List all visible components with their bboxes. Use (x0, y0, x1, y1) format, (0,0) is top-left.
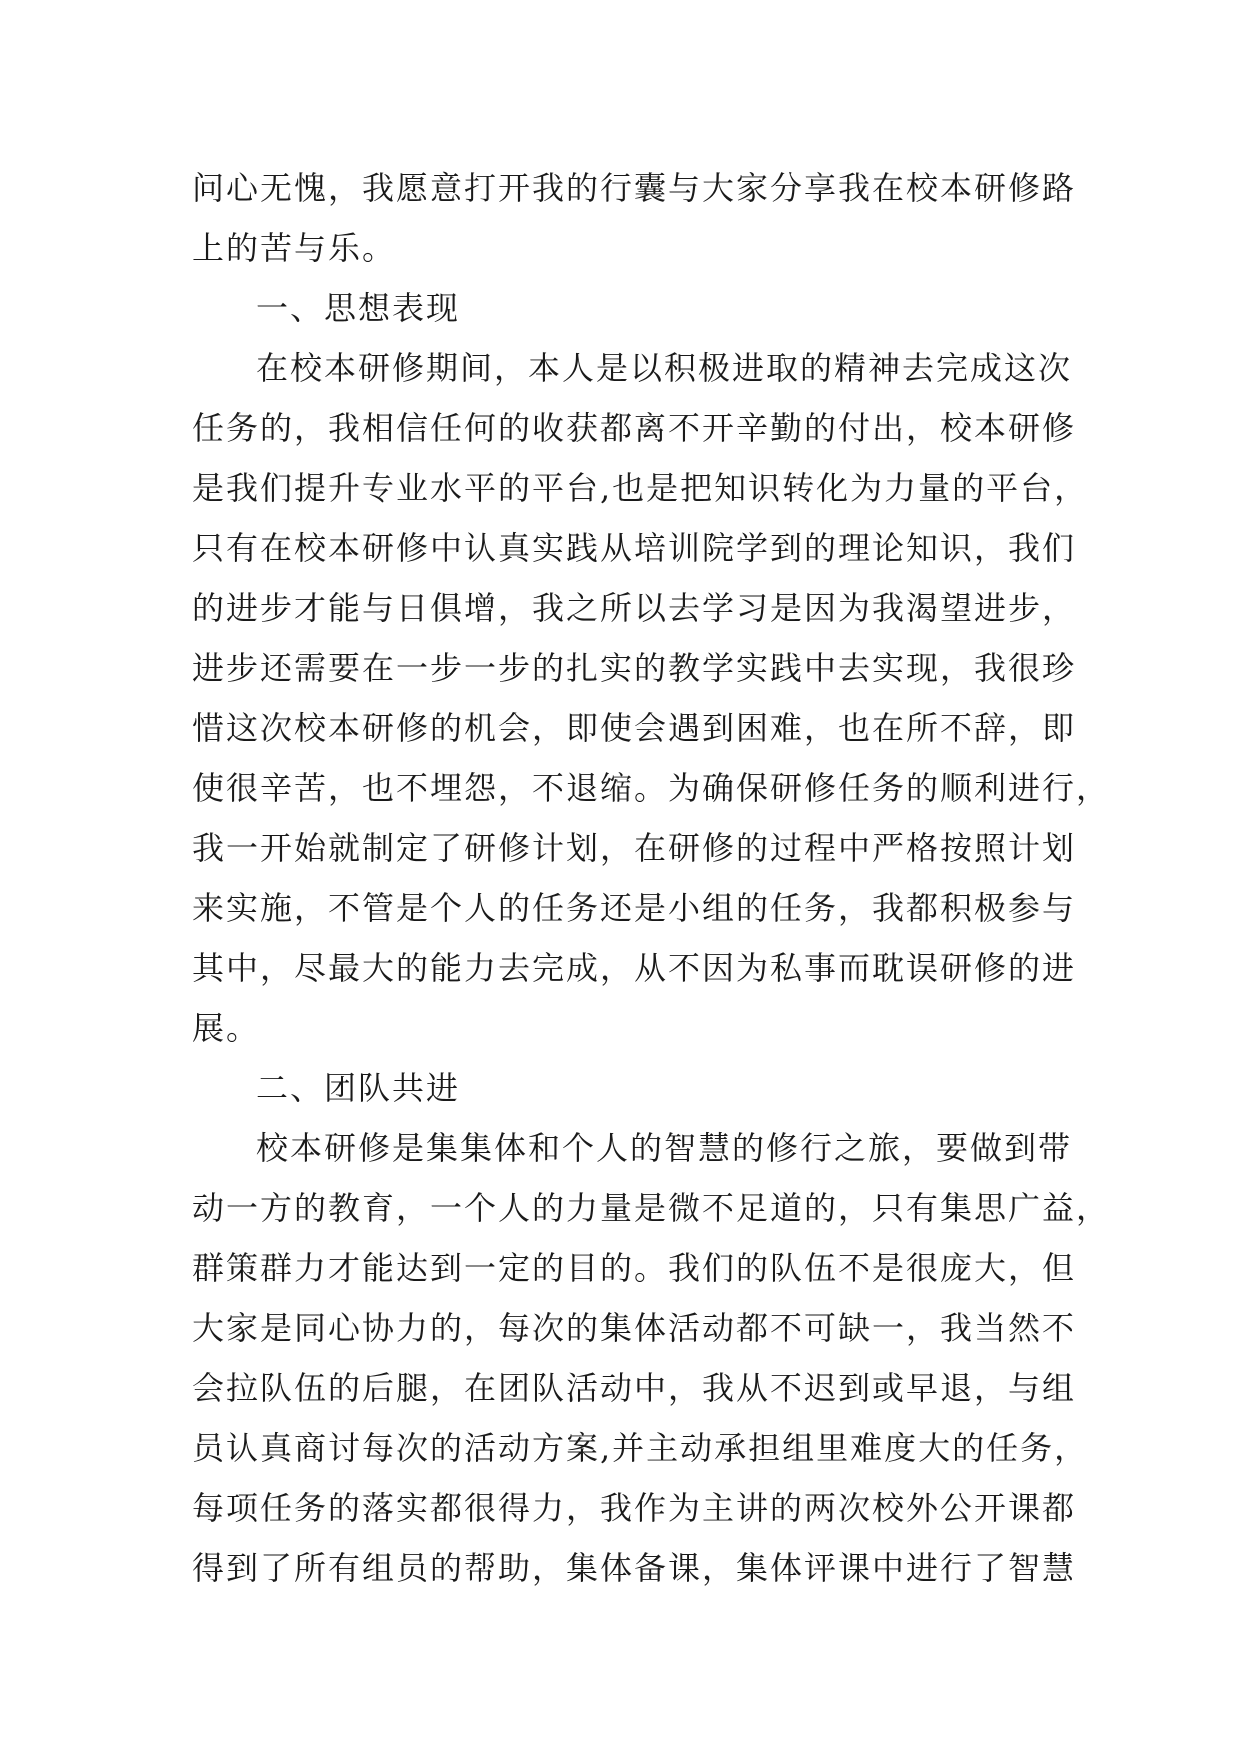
paragraph-line: 进步还需要在一步一步的扎实的教学实践中去实现，我很珍 (192, 649, 1077, 687)
paragraph-line: 问心无愧，我愿意打开我的行囊与大家分享我在校本研修路 (192, 169, 1077, 207)
paragraph-line: 上的苦与乐。 (192, 229, 397, 267)
section-heading: 一、思想表现 (256, 289, 461, 327)
paragraph-line: 在校本研修期间，本人是以积极进取的精神去完成这次 (256, 349, 1073, 387)
paragraph-line: 大家是同心协力的，每次的集体活动都不可缺一，我当然不 (192, 1309, 1077, 1347)
section-heading: 二、团队共进 (256, 1069, 461, 1107)
document-body (192, 158, 1111, 1598)
paragraph-line: 我一开始就制定了研修计划，在研修的过程中严格按照计划 (192, 829, 1077, 867)
paragraph-line: 会拉队伍的后腿，在团队活动中，我从不迟到或早退，与组 (192, 1369, 1077, 1407)
paragraph-line: 展。 (192, 1009, 261, 1047)
paragraph-line: 的进步才能与日俱增，我之所以去学习是因为我渴望进步， (192, 589, 1077, 627)
paragraph-line: 动一方的教育，一个人的力量是微不足道的，只有集思广益， (192, 1189, 1111, 1227)
paragraph-line: 惜这次校本研修的机会，即使会遇到困难，也在所不辞，即 (192, 709, 1077, 747)
paragraph-line: 使很辛苦，也不埋怨，不退缩。为确保研修任务的顺利进行， (192, 769, 1111, 807)
paragraph-line: 其中，尽最大的能力去完成，从不因为私事而耽误研修的进 (192, 949, 1077, 987)
paragraph-line: 来实施，不管是个人的任务还是小组的任务，我都积极参与 (192, 889, 1077, 927)
paragraph-line: 是我们提升专业水平的平台,也是把知识转化为力量的平台， (192, 469, 1089, 507)
paragraph-line: 得到了所有组员的帮助，集体备课，集体评课中进行了智慧 (192, 1549, 1077, 1587)
paragraph-line: 校本研修是集集体和个人的智慧的修行之旅，要做到带 (256, 1129, 1073, 1167)
paragraph-line: 任务的，我相信任何的收获都离不开辛勤的付出，校本研修 (192, 409, 1077, 447)
paragraph-line: 群策群力才能达到一定的目的。我们的队伍不是很庞大，但 (192, 1249, 1077, 1287)
paragraph-line: 只有在校本研修中认真实践从培训院学到的理论知识，我们 (192, 529, 1077, 567)
paragraph-line: 员认真商讨每次的活动方案,并主动承担组里难度大的任务， (192, 1429, 1089, 1467)
paragraph-line: 每项任务的落实都很得力，我作为主讲的两次校外公开课都 (192, 1489, 1077, 1527)
